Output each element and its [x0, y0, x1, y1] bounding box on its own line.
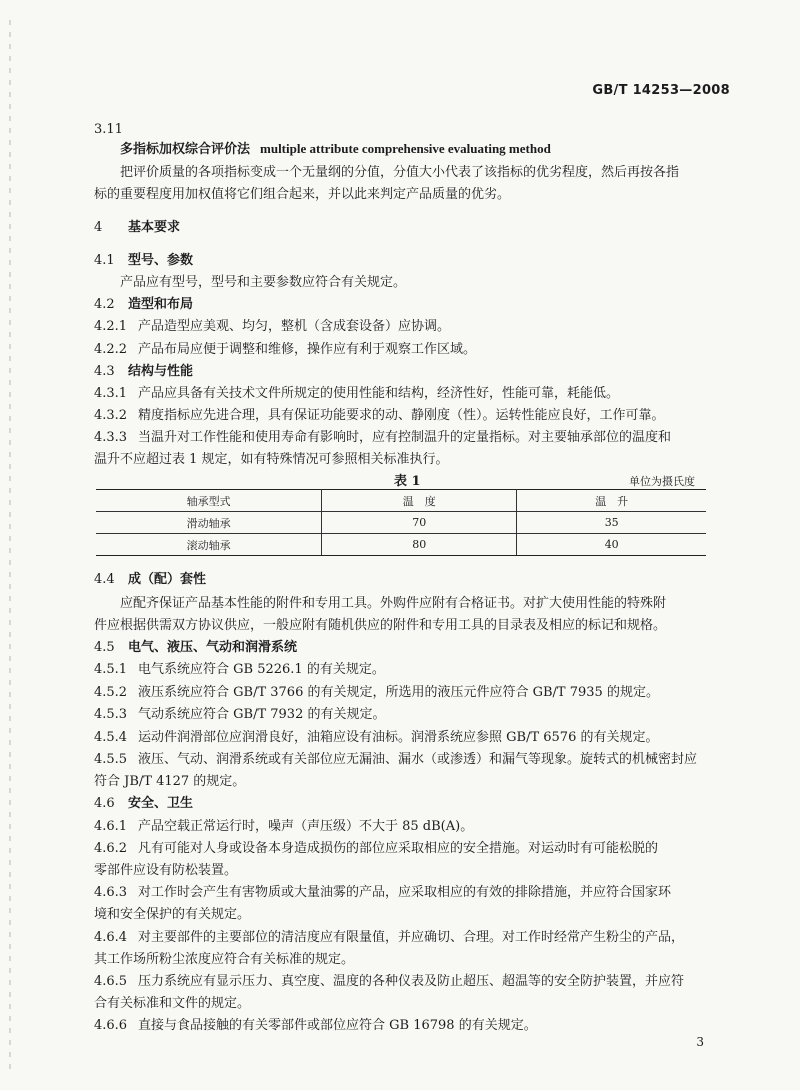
paragraph-line: 件应根据供需双方协议供应，一般应附有随机供应的附件和专用工具的目录表及相应的标记和规格。: [94, 618, 667, 633]
clause-4-6-2: 4.6.2 凡有可能对人身或设备本身造成损伤的部位应采取相应的安全措施。对运动时有可能松脱的: [94, 841, 659, 856]
clause-4-3-3: 4.3.3 当温升对工作性能和使用寿命有影响时，应有控制温升的定量指标。对主要轴承部位的温度和: [94, 430, 672, 445]
binding-margin: [9, 20, 11, 1070]
section-4-5-heading: 4.5 电气、液压、气动和润滑系统: [94, 640, 298, 655]
clause-4-5-2: 4.5.2 液压系统应符合 GB/T 3766 的有关规定，所选用的液压元件应符合 GB/T 7935 的规定。: [94, 685, 659, 700]
table-cell: 70: [322, 512, 517, 534]
table-cell: 35: [517, 512, 706, 534]
term-chinese: 多指标加权综合评价法: [120, 142, 251, 157]
paragraph-line: 温升不应超过表 1 规定，如有特殊情况可参照相关标准执行。: [94, 452, 449, 467]
paragraph-line: 境和安全保护的有关规定。: [94, 907, 251, 922]
paragraph-line: 零部件应设有防松装置。: [94, 863, 238, 878]
paragraph-line: 合有关标准和文件的规定。: [94, 996, 251, 1011]
section-4-heading: 4 基本要求: [94, 220, 181, 235]
clause-4-3-2: 4.3.2 精度指标应先进合理，具有保证功能要求的动、静刚度（性）。运转性能应良好，工作可靠。: [94, 408, 665, 423]
clause-4-5-1: 4.5.1 电气系统应符合 GB 5226.1 的有关规定。: [94, 662, 385, 677]
standard-number-header: GB/T 14253—2008: [592, 83, 730, 98]
clause-4-6-3: 4.6.3 对工作时会产生有害物质或大量油雾的产品，应采取相应的有效的排除措施，并应符合国家环: [94, 885, 672, 900]
section-3-11-number: 3.11: [94, 122, 123, 137]
paragraph-line: 应配齐保证产品基本性能的附件和专用工具。外购件应附有合格证书。对扩大使用性能的特殊附: [120, 596, 667, 611]
table-cell: 滚动轴承: [96, 534, 322, 556]
table-header-row: [96, 490, 706, 512]
clause-4-2-2: 4.2.2 产品布局应便于调整和维修，操作应有利于观察工作区域。: [94, 342, 477, 357]
term-3-11: [120, 140, 760, 159]
table-cell: 80: [322, 534, 517, 556]
clause-4-3-1: 4.3.1 产品应具备有关技术文件所规定的使用性能和结构，经济性好，性能可靠，耗能低。: [94, 386, 620, 401]
table-cell: 40: [517, 534, 706, 556]
section-4-3-heading: 4.3 结构与性能: [94, 364, 194, 379]
section-4-1-heading: 4.1 型号、参数: [94, 253, 194, 268]
table-row: [96, 512, 706, 534]
section-4-4-heading: 4.4 成（配）套性: [94, 572, 207, 587]
table-unit: 单位为摄氏度: [629, 475, 695, 488]
paragraph-line: 产品应有型号，型号和主要参数应符合有关规定。: [120, 275, 407, 290]
clause-4-5-3: 4.5.3 气动系统应符合 GB/T 7932 的有关规定。: [94, 707, 386, 722]
clause-4-2-1: 4.2.1 产品造型应美观、均匀，整机（含成套设备）应协调。: [94, 319, 451, 334]
clause-4-6-5: 4.6.5 压力系统应有显示压力、真空度、温度的各种仪表及防止超压、超温等的安全防护装置，并应符: [94, 974, 685, 989]
table-header-cell: 轴承型式: [96, 490, 322, 512]
clause-4-6-1: 4.6.1 产品空载正常运行时，噪声（声压级）不大于 85 dB(A)。: [94, 819, 474, 834]
table-header-cell: 温 度: [322, 490, 517, 512]
clause-4-6-4: 4.6.4 对主要部件的主要部位的清洁度应有限量值，并应确切、合理。对工作时经常产生粉尘的产品，: [94, 930, 685, 945]
table-header-cell: 温 升: [517, 490, 706, 512]
table-title: 表 1: [394, 474, 421, 489]
paragraph-line: 其工作场所粉尘浓度应符合有关标准的规定。: [94, 952, 355, 967]
term-english: multiple attribute comprehensive evaluating method: [260, 141, 551, 156]
bearing-temperature-table: [96, 489, 706, 556]
paragraph-line: 标的重要程度用加权值将它们组合起来，并以此来判定产品质量的优劣。: [94, 187, 511, 202]
table-row: [96, 534, 706, 556]
section-4-2-heading: 4.2 造型和布局: [94, 297, 194, 312]
paragraph-line: 把评价质量的各项指标变成一个无量纲的分值，分值大小代表了该指标的优劣程度，然后再按各指: [120, 165, 680, 180]
clause-4-6-6: 4.6.6 直接与食品接触的有关零部件或部位应符合 GB 16798 的有关规定。: [94, 1018, 537, 1033]
clause-4-5-5: 4.5.5 液压、气动、润滑系统或有关部位应无漏油、漏水（或渗透）和漏气等现象。旋转式的机械密封应: [94, 752, 698, 767]
clause-4-5-4: 4.5.4 运动件润滑部位应润滑良好，油箱应设有油标。润滑系统应参照 GB/T 6576 的有关规定。: [94, 730, 659, 745]
table-cell: 滑动轴承: [96, 512, 322, 534]
section-4-6-heading: 4.6 安全、卫生: [94, 796, 194, 811]
paragraph-line: 符合 JB/T 4127 的规定。: [94, 774, 246, 789]
page-number: 3: [696, 1035, 704, 1049]
